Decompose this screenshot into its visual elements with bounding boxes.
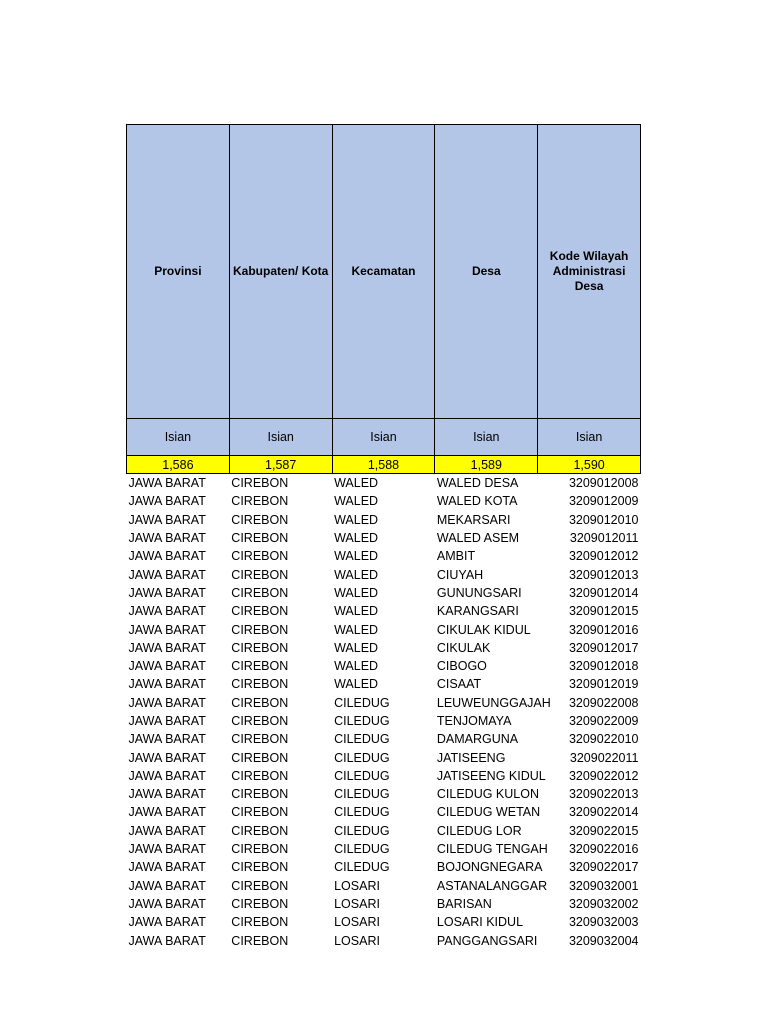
cell-kabupaten-kota: CIREBON (231, 915, 289, 930)
cell-kode-wilayah: 3209012018 (568, 659, 639, 674)
cell-desa: CIKULAK KIDUL (436, 622, 531, 637)
cell-desa: PANGGANGSARI (436, 933, 538, 948)
table-row (127, 895, 641, 913)
cell-desa: BOJONGNEGARA (436, 860, 543, 875)
cell-kabupaten-kota: CIREBON (231, 604, 289, 619)
table-row (127, 730, 641, 748)
cell-provinsi: JAWA BARAT (128, 860, 206, 875)
cell-desa: CILEDUG WETAN (436, 805, 541, 820)
cell-kode-wilayah: 3209032004 (568, 933, 639, 948)
cell-kecamatan: CILEDUG (334, 805, 390, 820)
cell-kabupaten-kota: CIREBON (231, 823, 289, 838)
cell-provinsi: JAWA BARAT (128, 476, 206, 491)
cell-kabupaten-kota: CIREBON (231, 695, 289, 710)
cell-kode-wilayah: 3209012009 (568, 494, 639, 509)
cell-desa: CILEDUG LOR (436, 823, 522, 838)
header-kabupaten-kota: Kabupaten/ Kota (229, 125, 332, 419)
cell-kode-wilayah: 3209022016 (568, 842, 639, 857)
cell-kecamatan: CILEDUG (334, 750, 390, 765)
cell-kecamatan: CILEDUG (334, 823, 390, 838)
cell-kabupaten-kota: CIREBON (231, 732, 289, 747)
cell-provinsi: JAWA BARAT (128, 659, 206, 674)
table-row (127, 584, 641, 602)
cell-kecamatan: WALED (334, 549, 379, 564)
column-number-row (127, 456, 641, 474)
cell-provinsi: JAWA BARAT (128, 549, 206, 564)
cell-kabupaten-kota: CIREBON (231, 896, 289, 911)
table-row (127, 602, 641, 620)
cell-desa: CIKULAK (436, 640, 491, 655)
table-row (127, 840, 641, 858)
cell-kecamatan: CILEDUG (334, 842, 390, 857)
cell-desa: CISAAT (436, 677, 482, 692)
cell-provinsi: JAWA BARAT (128, 933, 206, 948)
column-number-cell: 1,586 (127, 456, 230, 474)
cell-kabupaten-kota: CIREBON (231, 622, 289, 637)
cell-kecamatan: CILEDUG (334, 768, 390, 783)
cell-kecamatan: CILEDUG (334, 714, 390, 728)
column-number-cell: 1,590 (538, 456, 641, 474)
subheader-row (127, 419, 641, 456)
cell-provinsi: JAWA BARAT (128, 768, 206, 783)
header-kode-wilayah: Kode Wilayah Administrasi Desa (538, 125, 641, 419)
cell-kabupaten-kota: CIREBON (231, 531, 289, 546)
cell-kecamatan: CILEDUG (334, 732, 390, 747)
cell-kecamatan: WALED (334, 531, 379, 546)
spreadsheet-page (126, 124, 640, 950)
cell-desa: CIBOGO (436, 659, 487, 674)
cell-desa: TENJOMAYA (436, 714, 512, 728)
cell-desa: LEUWEUNGGAJAH (436, 695, 551, 710)
table-row (127, 620, 641, 638)
cell-provinsi: JAWA BARAT (128, 512, 206, 527)
cell-provinsi: JAWA BARAT (128, 842, 206, 857)
subheader-cell: Isian (229, 419, 332, 456)
cell-provinsi: JAWA BARAT (128, 787, 206, 802)
cell-desa: CILEDUG KULON (436, 787, 539, 802)
cell-desa: CIUYAH (436, 567, 484, 582)
cell-provinsi: JAWA BARAT (128, 750, 206, 765)
subheader-cell: Isian (127, 419, 230, 456)
cell-kecamatan: WALED (334, 622, 379, 637)
cell-kode-wilayah: 3209012015 (568, 604, 639, 619)
cell-desa: CILEDUG TENGAH (436, 842, 548, 857)
subheader-cell: Isian (435, 419, 538, 456)
cell-kabupaten-kota: CIREBON (231, 842, 289, 857)
cell-kecamatan: WALED (334, 604, 379, 619)
cell-kabupaten-kota: CIREBON (231, 750, 289, 765)
cell-kabupaten-kota: CIREBON (231, 585, 289, 600)
table-row (127, 858, 641, 876)
cell-provinsi: JAWA BARAT (128, 732, 206, 747)
cell-kabupaten-kota: CIREBON (231, 549, 289, 564)
cell-kecamatan: WALED (334, 512, 379, 527)
cell-kecamatan: CILEDUG (334, 695, 390, 710)
header-desa: Desa (435, 125, 538, 419)
cell-kode-wilayah: 3209022013 (568, 787, 639, 802)
column-number-cell: 1,587 (229, 456, 332, 474)
cell-kecamatan: WALED (334, 476, 379, 491)
cell-kabupaten-kota: CIREBON (231, 567, 289, 582)
table-row (127, 712, 641, 730)
cell-provinsi: JAWA BARAT (128, 531, 206, 546)
cell-kode-wilayah: 3209012010 (568, 512, 639, 527)
table-row (127, 657, 641, 675)
cell-provinsi: JAWA BARAT (128, 622, 206, 637)
cell-desa: JATISEENG (436, 750, 506, 765)
cell-kecamatan: WALED (334, 677, 379, 692)
subheader-cell: Isian (332, 419, 435, 456)
cell-kecamatan: CILEDUG (334, 860, 390, 875)
cell-kode-wilayah: 3209012014 (568, 585, 639, 600)
cell-kecamatan: LOSARI (334, 878, 380, 893)
header-kecamatan: Kecamatan (332, 125, 435, 419)
cell-kabupaten-kota: CIREBON (231, 640, 289, 655)
cell-kecamatan: LOSARI (334, 933, 380, 948)
table-row (127, 767, 641, 785)
cell-kode-wilayah: 3209012019 (568, 677, 639, 692)
cell-kode-wilayah: 3209032001 (568, 878, 639, 893)
cell-kode-wilayah: 3209022015 (568, 823, 639, 838)
cell-kecamatan: WALED (334, 567, 379, 582)
cell-desa: WALED DESA (436, 476, 519, 491)
cell-kode-wilayah: 3209012012 (568, 549, 639, 564)
column-number-cell: 1,588 (332, 456, 435, 474)
header-row (127, 125, 641, 419)
cell-kecamatan: CILEDUG (334, 787, 390, 802)
table-body (127, 474, 641, 950)
table-row (127, 675, 641, 693)
cell-kabupaten-kota: CIREBON (231, 714, 289, 728)
cell-desa: BARISAN (436, 896, 492, 911)
cell-kode-wilayah: 3209032002 (568, 896, 639, 911)
cell-kabupaten-kota: CIREBON (231, 933, 289, 948)
cell-kabupaten-kota: CIREBON (231, 787, 289, 802)
cell-kecamatan: WALED (334, 659, 379, 674)
cell-provinsi: JAWA BARAT (128, 677, 206, 692)
table-row (127, 492, 641, 510)
cell-provinsi: JAWA BARAT (128, 878, 206, 893)
table-row (127, 877, 641, 895)
cell-desa: LOSARI KIDUL (436, 915, 524, 930)
cell-provinsi: JAWA BARAT (128, 567, 206, 582)
cell-provinsi: JAWA BARAT (128, 585, 206, 600)
cell-kode-wilayah: 3209032003 (568, 915, 639, 930)
cell-desa: GUNUNGSARI (436, 585, 522, 600)
header-provinsi: Provinsi (127, 125, 230, 419)
cell-kode-wilayah: 3209022009 (568, 714, 639, 728)
cell-kode-wilayah: 3209012013 (568, 567, 639, 582)
cell-kode-wilayah: 3209022010 (568, 732, 639, 747)
cell-kabupaten-kota: CIREBON (231, 494, 289, 509)
cell-provinsi: JAWA BARAT (128, 714, 206, 728)
cell-desa: WALED ASEM (436, 531, 520, 546)
cell-provinsi: JAWA BARAT (128, 494, 206, 509)
table-row (127, 931, 641, 949)
subheader-cell: Isian (538, 419, 641, 456)
cell-kabupaten-kota: CIREBON (231, 805, 289, 820)
cell-provinsi: JAWA BARAT (128, 695, 206, 710)
data-table (126, 124, 641, 950)
cell-kecamatan: LOSARI (334, 915, 380, 930)
table-row (127, 529, 641, 547)
table-row (127, 474, 641, 493)
cell-kode-wilayah: 3209012016 (568, 622, 639, 637)
cell-desa: MEKARSARI (436, 512, 511, 527)
cell-kode-wilayah: 3209012011 (569, 531, 639, 546)
cell-kecamatan: WALED (334, 585, 379, 600)
cell-desa: AMBIT (436, 549, 476, 564)
cell-kabupaten-kota: CIREBON (231, 677, 289, 692)
cell-kabupaten-kota: CIREBON (231, 860, 289, 875)
table-row (127, 511, 641, 529)
table-row (127, 639, 641, 657)
table-row (127, 694, 641, 712)
cell-desa: ASTANALANGGAR (436, 878, 548, 893)
cell-provinsi: JAWA BARAT (128, 896, 206, 911)
cell-kode-wilayah: 3209012008 (568, 476, 639, 491)
cell-provinsi: JAWA BARAT (128, 604, 206, 619)
table-row (127, 803, 641, 821)
cell-kabupaten-kota: CIREBON (231, 476, 289, 491)
table-row (127, 748, 641, 766)
cell-kabupaten-kota: CIREBON (231, 512, 289, 527)
cell-kode-wilayah: 3209022008 (568, 695, 639, 710)
table-row (127, 822, 641, 840)
cell-kecamatan: LOSARI (334, 896, 380, 911)
cell-kabupaten-kota: CIREBON (231, 768, 289, 783)
cell-kode-wilayah: 3209022014 (568, 805, 639, 820)
cell-kode-wilayah: 3209022011 (569, 750, 639, 765)
cell-provinsi: JAWA BARAT (128, 640, 206, 655)
table-row (127, 547, 641, 565)
cell-desa: DAMARGUNA (436, 732, 519, 747)
cell-kabupaten-kota: CIREBON (231, 659, 289, 674)
cell-desa: WALED KOTA (436, 494, 518, 509)
cell-kode-wilayah: 3209022012 (568, 768, 639, 783)
table-row (127, 565, 641, 583)
table-row (127, 913, 641, 931)
cell-kode-wilayah: 3209022017 (568, 860, 639, 875)
cell-provinsi: JAWA BARAT (128, 915, 206, 930)
cell-kode-wilayah: 3209012017 (568, 640, 639, 655)
cell-provinsi: JAWA BARAT (128, 805, 206, 820)
column-number-cell: 1,589 (435, 456, 538, 474)
cell-provinsi: JAWA BARAT (128, 823, 206, 838)
cell-desa: JATISEENG KIDUL (436, 768, 546, 783)
cell-desa: KARANGSARI (436, 604, 519, 619)
cell-kabupaten-kota: CIREBON (231, 878, 289, 893)
table-row (127, 785, 641, 803)
cell-kecamatan: WALED (334, 640, 379, 655)
cell-kecamatan: WALED (334, 494, 379, 509)
